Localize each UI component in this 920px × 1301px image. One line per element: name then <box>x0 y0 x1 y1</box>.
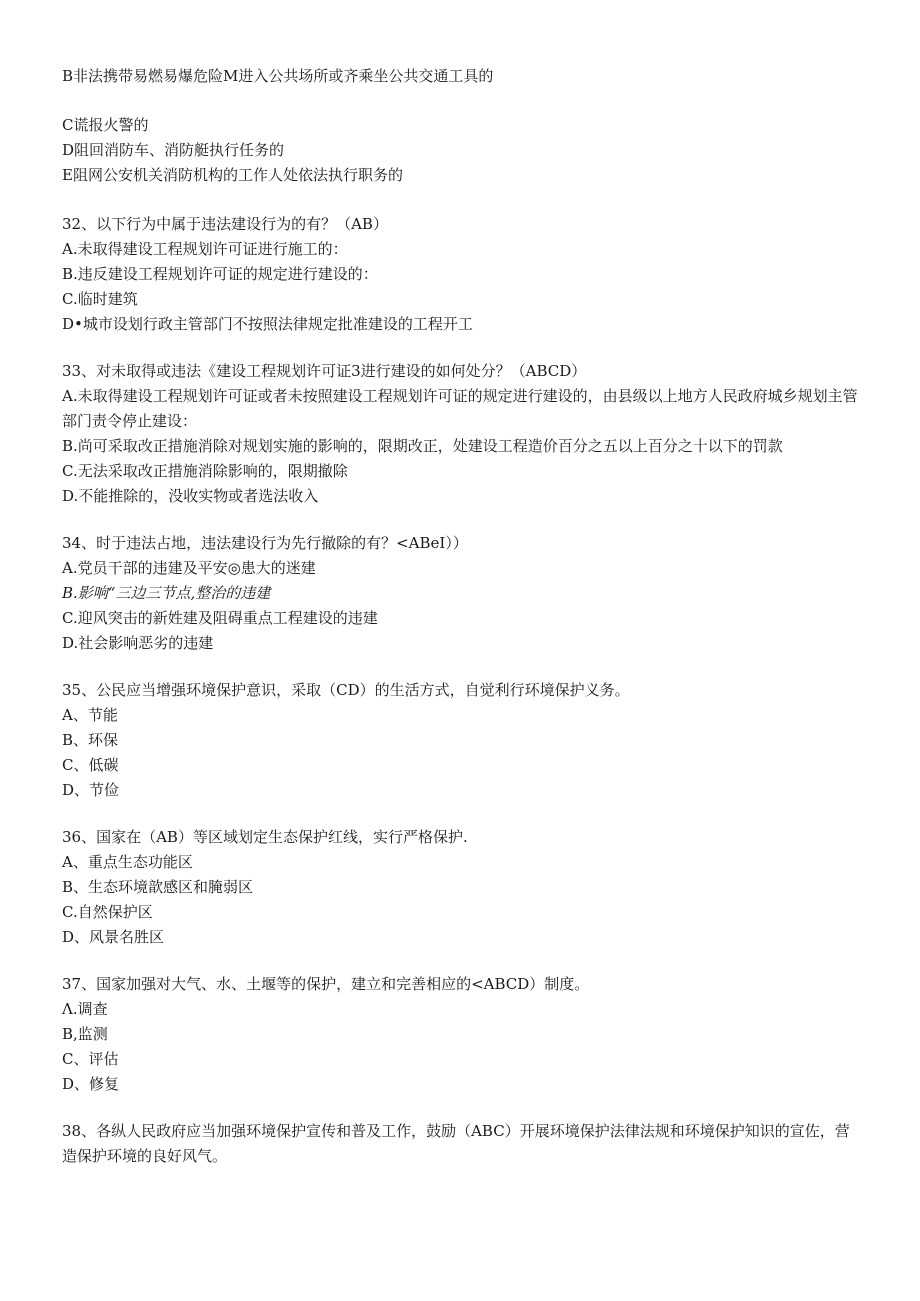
option-line: D、风景名胜区 <box>62 928 165 946</box>
question-33 <box>62 359 862 509</box>
option-line: C.迎风突击的新姓建及阻碍重点工程建设的违建 <box>62 609 378 627</box>
question-text: 32、以下行为中属于违法建设行为的有？（AB） <box>62 215 388 233</box>
option-line: Λ.调查 <box>62 1000 108 1018</box>
question-36 <box>62 825 862 950</box>
option-line: A.未取得建设工程规划许可证或者未按照建设工程规划许可证的规定进行建设的，由县级以上地方人民政府城乡规划主管部门责令停止建设： <box>62 387 858 430</box>
option-line: B,监测 <box>62 1025 108 1043</box>
question-32 <box>62 212 862 337</box>
question-text: 35、公民应当增强环境保护意识，采取（CD）的生活方式，自觉利行环境保护义务。 <box>62 681 630 699</box>
option-line: D.不能推除的，没收实物或者选法收入 <box>62 487 319 505</box>
option-line: B非法携带易燃易爆危险M进入公共场所或齐乘坐公共交通工具的 <box>62 67 494 85</box>
question-34 <box>62 531 862 656</box>
option-line: B.尚可采取改正措施消除对规划实施的影响的，限期改正，处建设工程造价百分之五以上百分之十以下的罚款 <box>62 437 783 455</box>
option-line: B、环保 <box>62 731 119 749</box>
option-line: C.临时建筑 <box>62 290 138 308</box>
question-35 <box>62 678 862 803</box>
question-text: 34、时于违法占地，违法建设行为先行撤除的有？<ABeI）） <box>62 534 468 552</box>
option-line: D、节俭 <box>62 781 120 799</box>
option-line: C.自然保护区 <box>62 903 153 921</box>
option-line: B.影响“三边三节点,整治的违建 <box>62 584 271 602</box>
question-37 <box>62 972 862 1097</box>
option-line: D.社会影响恶劣的违建 <box>62 634 214 652</box>
option-line: A.党员干部的违建及平安◎患大的迷建 <box>62 559 316 577</box>
option-line: B、生态环境歆感区和腌弱区 <box>62 878 254 896</box>
option-line: C.无法采取改正措施消除影响的，限期撤除 <box>62 462 348 480</box>
question-38 <box>62 1119 862 1169</box>
question-text: 36、国家在（AB）等区域划定生态保护红线，实行严格保护. <box>62 828 468 846</box>
option-line: D阻回消防车、消防艇执行任务的 <box>62 141 285 159</box>
option-line: C、评估 <box>62 1050 119 1068</box>
option-line: D•城市设划行政主管部门不按照法律规定批准建设的工程开工 <box>62 315 473 333</box>
option-line: B.违反建设工程规划许可证的规定进行建设的： <box>62 265 378 283</box>
q31-tail-block <box>62 64 862 89</box>
option-line: A、节能 <box>62 706 118 724</box>
option-line: C谎报火警的 <box>62 116 149 134</box>
option-line: D、修复 <box>62 1075 120 1093</box>
document-page <box>62 64 862 1169</box>
option-line: A、重点生态功能区 <box>62 853 193 871</box>
question-text: 33、对未取得或违法《建设工程规划许可证3进行建设的如何处分？（ABCD） <box>62 362 587 380</box>
option-line: A.未取得建设工程规划许可证进行施工的： <box>62 240 348 258</box>
option-line: E阻网公安机关消防机构的工作人处依法执行职务的 <box>62 166 403 184</box>
question-text: 37、国家加强对大气、水、土堰等的保护，建立和完善相应的<ABCD）制度。 <box>62 975 590 993</box>
option-line: C、低碳 <box>62 756 119 774</box>
question-text: 38、各纵人民政府应当加强环境保护宣传和普及工作，鼓励（ABC）开展环境保护法律法规和环境保护知识的宣佐，营造保护环境的良好风气。 <box>62 1122 850 1165</box>
q31-tail-block-2 <box>62 113 862 188</box>
